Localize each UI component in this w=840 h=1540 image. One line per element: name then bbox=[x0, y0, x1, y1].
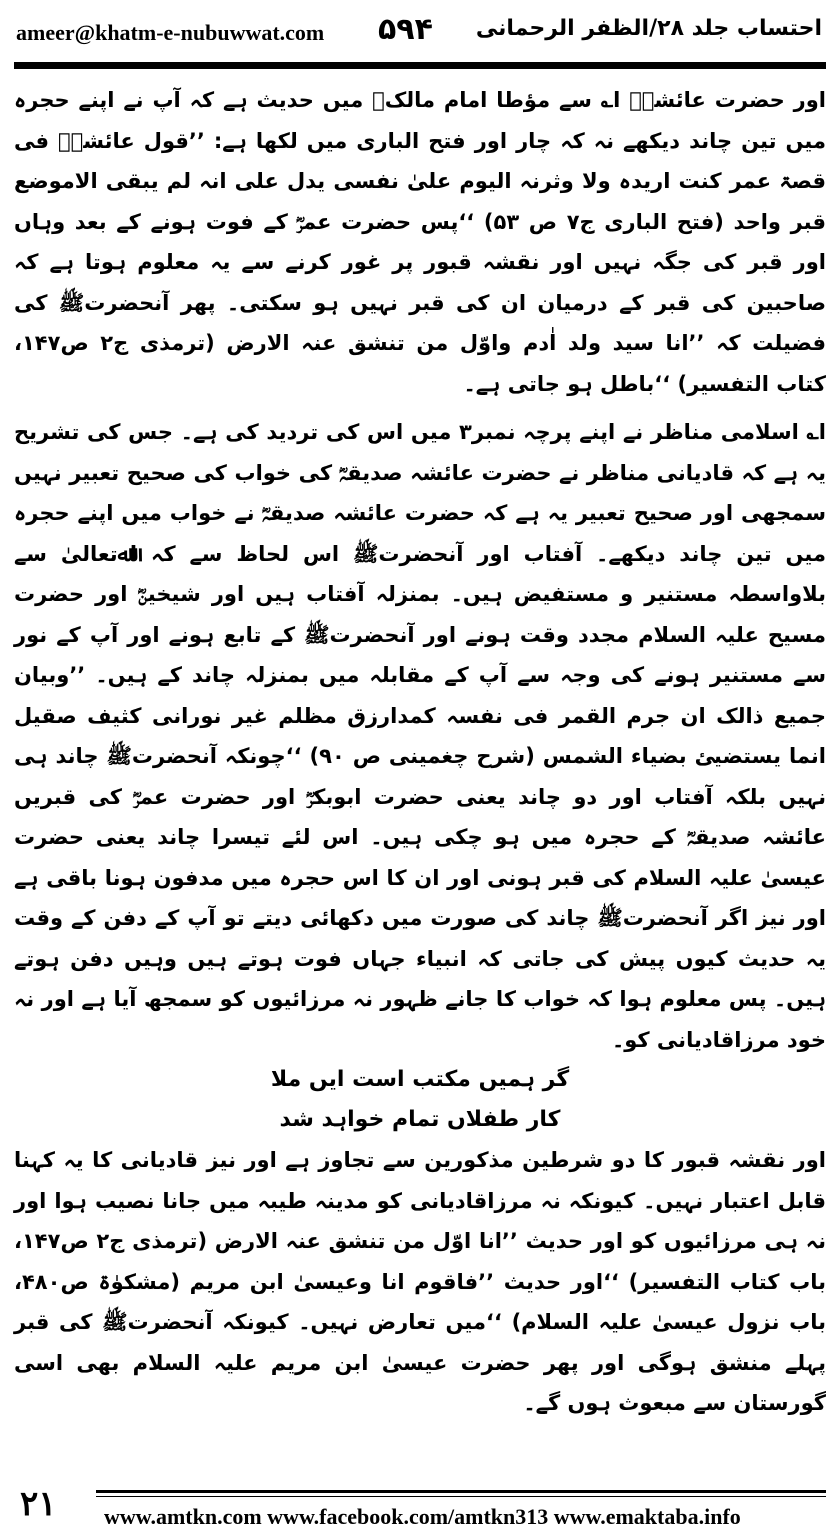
poem-line-2: کار طفلاں تمام خواہد شد bbox=[279, 1107, 561, 1132]
footer-urls: www.amtkn.com www.facebook.com/amtkn313 www.emaktaba.info bbox=[104, 1504, 741, 1529]
header-rule bbox=[14, 62, 826, 69]
page-footer bbox=[0, 1482, 840, 1540]
paragraph-after-poem: اور نقشہ قبور کا دو شرطین مذکورین سے تجاوز ہے اور نیز قادیانی کا یہ کہنا قابل اعتبار نہیں۔ کیونکہ نہ مرزاقادیانی کو مدینہ طیبہ میں جانا نصیب ہوا اور نہ ہی مرزائیوں کو اور حدیث ’’انا اوّل من تنشق عنہ الارض (ترمذی ج۲ ص۱۴۷، باب کتاب التفسیر) ‘‘اور حدیث ’’فاقوم انا وعیسیٰ ابن مریم (مشکوٰۃ ص۴۸۰، باب نزول عیسیٰ علیہ السلام) ‘‘میں تعارض نہیں۔ کیونکہ آنحضرتﷺ کی قبر پہلے منشق ہوگی اور پھر حضرت عیسیٰ ابن مریم علیہ السلام بھی اسی گورستان سے مبعوث ہوں گے۔ bbox=[14, 1148, 826, 1415]
page-body bbox=[14, 76, 826, 1436]
running-title: احتساب جلد ۲۸/الظفر الرحمانی bbox=[475, 16, 822, 41]
poem-line-1: گر ہمیں مکتب است ایں ملا bbox=[270, 1067, 570, 1092]
page-header bbox=[0, 0, 840, 72]
footer-rule-thin bbox=[96, 1496, 826, 1497]
paragraph-footnote: ا؎ اسلامی مناظر نے اپنے پرچہ نمبر۳ میں اس کی تردید کی ہے۔ جس کی تشریح یہ ہے کہ قادیانی مناظر نے حضرت عائشہ صدیقہؓ کی خواب کی صحیح تعبیر نہیں سمجھی اور صحیح تعبیر یہ ہے کہ حضرت عائشہ صدیقہؓ نے خواب میں اپنے حجرہ میں تین چاند دیکھے۔ آفتاب اور آنحضرتﷺ اس لحاظ سے کہ اﷲتعالیٰ سے بلاواسطہ مستنیر و مستفیض ہیں۔ بمنزلہ آفتاب ہیں اور شیخینؓ اور حضرت مسیح علیہ السلام مجدد وقت ہونے اور آنحضرتﷺ کے تابع ہونے اور آپ کے نور سے مستنیر ہونے کی وجہ سے آپ کے مقابلہ میں بمنزلہ چاند کے ہیں۔ ’’وبیان جمیع ذالک ان جرم القمر فی نفسہ کمدارزق مظلم غیر نورانی کثیف صقیل انما یستضیئ بضیاء الشمس (شرح چغمینی ص ۹۰) ‘‘چونکہ آنحضرتﷺ چاند ہی نہیں بلکہ آفتاب اور دو چاند یعنی حضرت ابوبکرؓ اور حضرت عمرؓ کی قبریں عائشہ صدیقہؓ کے حجرہ میں ہو چکی ہیں۔ اس لئے تیسرا چاند یعنی حضرت عیسیٰ علیہ السلام کی قبر ہونی اور ان کا اس حجرہ میں مدفون ہونا باقی ہے اور نیز اگر آنحضرتﷺ چاند کی صورت میں دکھائی دیتے تو آپ کے دفن کے وقت یہ حدیث کیوں پیش کی جاتی کہ انبیاء جہاں فوت ہوتے ہیں وہیں دفن ہوتے ہیں۔ پس معلوم ہوا کہ خواب کا جانے ظہور نہ مرزائیوں کو سمجھ آیا ہے اور نہ خود مرزاقادیانی کو۔ bbox=[14, 420, 826, 1052]
footer-rule-thick bbox=[96, 1490, 826, 1493]
email-address: ameer@khatm-e-nubuwwat.com bbox=[16, 20, 325, 45]
paragraph-main: اور حضرت عائشہؓ ا؎ سے مؤطا امام مالکؒ میں حدیث ہے کہ آپ نے اپنے حجرہ میں تین چاند دیکھے نہ کہ چار اور فتح الباری میں لکھا ہے: ’’قول عائشۃؓ فی قصۃ عمر کنت اریدہ ولا وثرنہ الیوم علیٰ نفسی یدل علی انہ لم یبقی الاموضع قبر واحد (فتح الباری ج۷ ص ۵۳) ‘‘پس حضرت عمرؓ کے فوت ہونے کے بعد وہاں اور قبر کی جگہ نہیں اور نقشہ قبور پر غور کرنے سے یہ معلوم ہوتا ہے کہ صاحبین کی قبر کے درمیان ان کی قبر نہیں ہو سکتی۔ پھر آنحضرتﷺ کی فضیلت کہ ’’انا سید ولد اٰدم واوّل من تنشق عنہ الارض (ترمذی ج۲ ص۱۴۷، کتاب التفسیر) ‘‘باطل ہو جاتی ہے۔ bbox=[14, 88, 827, 396]
page-number: ۵۹۴ bbox=[378, 12, 433, 47]
footer-number: ۲۱ bbox=[20, 1485, 57, 1523]
